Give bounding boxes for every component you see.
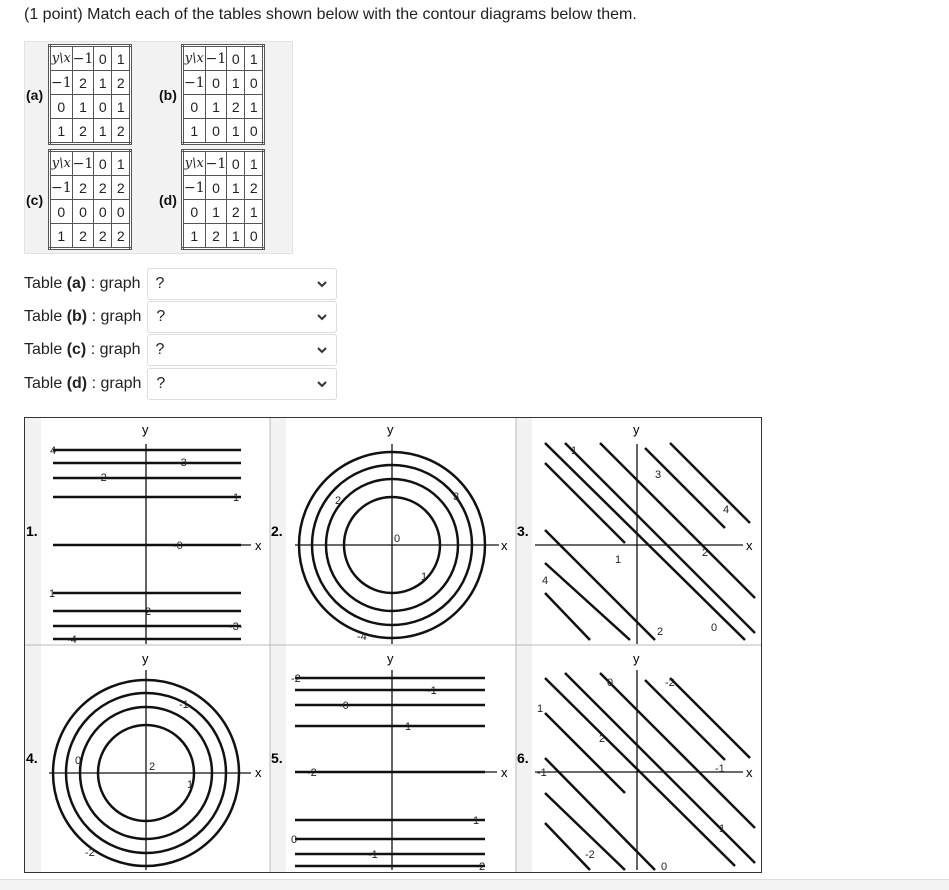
table-cell: 2 [94,224,112,249]
axis-label-y: y [387,651,394,666]
table-header-cell: y\x [50,151,73,176]
table-c [48,149,132,250]
table-cell: 2 [205,224,227,249]
table-a-label: (a) [26,86,44,103]
page-bottom-bar [0,879,949,890]
contour-label: 1 [405,721,412,733]
contour-label: -2 [585,849,595,861]
table-cell: 1 [205,95,227,119]
chevron-down-icon [316,311,328,323]
contour-label: 4 [542,575,549,587]
contour-label: 0 [75,755,82,767]
contour-label: -3 [177,457,187,469]
chevron-down-icon [316,278,328,290]
answer-table-id: (a) [66,275,87,292]
table-cell: 0 [245,119,264,144]
contour-label: 1 [571,445,578,457]
tables-panel [24,41,293,254]
axis-label-y: y [142,651,149,666]
answer-prefix: Table [24,341,67,358]
table-header-cell: −1 [205,46,227,71]
contour-label: 3 [453,491,460,503]
answer-suffix: : graph [87,375,142,392]
axis-label-y: y [387,422,394,437]
axis-label-x: x [501,765,508,780]
answer-label [24,341,141,359]
contour-label: 1 [473,815,480,827]
contour-label: -0 [339,700,349,712]
graph-select-d[interactable] [147,368,337,400]
answer-prefix: Table [24,375,67,392]
answer-row-d [24,368,337,400]
graph-select-c[interactable] [147,334,337,366]
table-cell: 1 [227,71,245,95]
answer-table-id: (b) [66,308,88,325]
answer-suffix: : graph [86,341,141,358]
table-row-header: −1 [50,71,73,95]
table-cell: 0 [205,119,227,144]
contour-label: 2 [479,861,486,872]
graph-number-6: 6. [517,750,529,766]
contour-label: 2 [335,495,342,507]
table-header-cell: −1 [72,46,94,71]
contour-label: -4 [357,631,367,643]
table-cell: 2 [245,176,264,200]
answer-prefix: Table [24,308,67,325]
contour-label: 1 [537,703,544,715]
table-cell: 2 [112,119,131,144]
table-cell: 1 [227,119,245,144]
table-header-cell: y\x [183,151,206,176]
table-cell: 1 [205,200,227,224]
contour-graph-3 [535,443,755,644]
contour-label: -0 [173,540,183,552]
contour-label: 1 [187,779,194,791]
table-row-header: 0 [183,95,206,119]
table-row-header: 1 [183,119,206,144]
table-d-label: (d) [159,191,177,208]
contour-label: -2 [85,847,95,859]
select-value: ? [155,275,165,292]
table-header-cell: 0 [227,151,245,176]
table-header-cell: 1 [112,151,131,176]
graph-select-b[interactable] [147,301,337,333]
table-a-block [26,44,132,145]
answer-label [24,275,141,293]
table-b-block [159,44,265,145]
table-cell: 1 [227,224,245,249]
table-d [181,149,265,250]
answer-row-b [24,301,337,333]
table-row-header: 0 [50,95,73,119]
table-cell: 2 [72,176,94,200]
chevron-down-icon [316,378,328,390]
axis-label-x: x [501,538,508,553]
contour-label: 2 [145,606,152,618]
table-cell: 1 [94,71,112,95]
contour-label: -1 [715,763,725,775]
contour-label: -1 [537,767,547,779]
table-header-cell: −1 [72,151,94,176]
contour-label: 1 [615,554,622,566]
contour-graphs-panel [24,417,762,873]
table-cell: 2 [112,176,131,200]
graph-number-4: 4. [26,750,38,766]
contour-label: 2 [599,733,606,745]
contour-label: -1 [427,685,437,697]
table-header-cell: 1 [245,46,264,71]
axis-label-x: x [746,538,753,553]
answer-label [24,308,141,326]
axis-label-x: x [255,538,262,553]
answer-table-id: (d) [66,375,88,392]
table-cell: 2 [112,224,131,249]
table-row-header: 1 [50,224,73,249]
table-b [181,44,265,145]
answer-row-c [24,334,337,366]
table-cell: 2 [112,71,131,95]
select-value: ? [156,308,166,325]
graph-number-2: 2. [271,523,283,539]
table-cell: 2 [72,119,94,144]
table-cell: 1 [227,176,245,200]
table-b-label: (b) [159,86,177,103]
graph-number-1: 1. [26,523,38,539]
table-cell: 0 [72,200,94,224]
contour-label: 1 [421,571,428,583]
contour-label: 0 [711,622,718,634]
table-cell: 0 [94,200,112,224]
table-cell: 2 [227,95,245,119]
contour-label: 3 [655,469,662,481]
contour-label: 2 [149,761,156,773]
table-c-block [26,149,132,250]
contour-label: 0 [607,677,614,689]
contour-label: -1 [368,849,378,861]
axis-label-x: x [746,765,753,780]
contour-label: 0 [291,834,298,846]
table-cell: 0 [245,71,264,95]
table-cell: 1 [245,200,264,224]
table-d-block [159,149,265,250]
contour-label: 1 [719,823,726,835]
table-a [48,44,132,145]
table-row-header: 1 [50,119,73,144]
contour-label: 0 [661,861,668,872]
table-c-label: (c) [26,191,44,208]
question-prompt: (1 point) Match each of the tables shown below with the contour diagrams below them. [24,6,637,23]
table-cell: 0 [245,224,264,249]
table-row-header: −1 [183,176,206,200]
table-row-header: 0 [183,200,206,224]
answer-row-a [24,268,337,300]
table-cell: 2 [227,200,245,224]
table-cell: 1 [94,119,112,144]
table-cell: 1 [112,95,131,119]
graph-number-5: 5. [271,750,283,766]
table-header-cell: 0 [94,151,112,176]
table-row-header: −1 [50,176,73,200]
axis-label-y: y [142,422,149,437]
table-header-cell: −1 [205,151,227,176]
contour-label: 1 [49,588,56,600]
axis-label-y: y [633,422,640,437]
table-cell: 0 [205,176,227,200]
chevron-down-icon [316,344,328,356]
table-cell: 2 [94,176,112,200]
table-row-header: 0 [50,200,73,224]
table-header-cell: y\x [183,46,206,71]
table-row-header: −1 [183,71,206,95]
contour-label: 0 [394,533,401,545]
contour-label: 2 [702,547,709,559]
contour-label: 4 [50,445,57,457]
graph-number-3: 3. [517,523,529,539]
axis-label-x: x [255,765,262,780]
contour-label: -2 [307,767,317,779]
answer-label [24,375,141,393]
table-header-cell: 0 [227,46,245,71]
contour-label: -2 [291,673,301,685]
contour-label: 2 [657,626,664,638]
table-cell: 0 [94,95,112,119]
contour-graphs-svg [25,418,761,872]
answer-suffix: : graph [86,275,141,292]
select-value: ? [156,375,166,392]
table-header-cell: 0 [94,46,112,71]
table-header-cell: 1 [245,151,264,176]
table-cell: 2 [72,224,94,249]
graph-select-a[interactable] [147,268,337,300]
contour-label: -2 [97,472,107,484]
contour-label: 1 [233,492,240,504]
table-cell: 1 [245,95,264,119]
table-row-header: 1 [183,224,206,249]
contour-graph-1 [53,444,251,644]
contour-label: -2 [665,677,675,689]
table-cell: 0 [205,71,227,95]
answer-suffix: : graph [87,308,142,325]
answer-table-id: (c) [66,341,87,358]
contour-label: -1 [179,699,189,711]
contour-graph-5 [295,670,497,870]
contour-label: -4 [67,634,77,646]
contour-label: 4 [723,504,730,516]
table-header-cell: y\x [50,46,73,71]
select-value: ? [155,341,165,358]
table-cell: 1 [72,95,94,119]
contour-label: -3- [229,621,243,633]
axis-label-y: y [633,651,640,666]
table-cell: 2 [72,71,94,95]
answer-prefix: Table [24,275,67,292]
table-cell: 0 [112,200,131,224]
table-header-cell: 1 [112,46,131,71]
